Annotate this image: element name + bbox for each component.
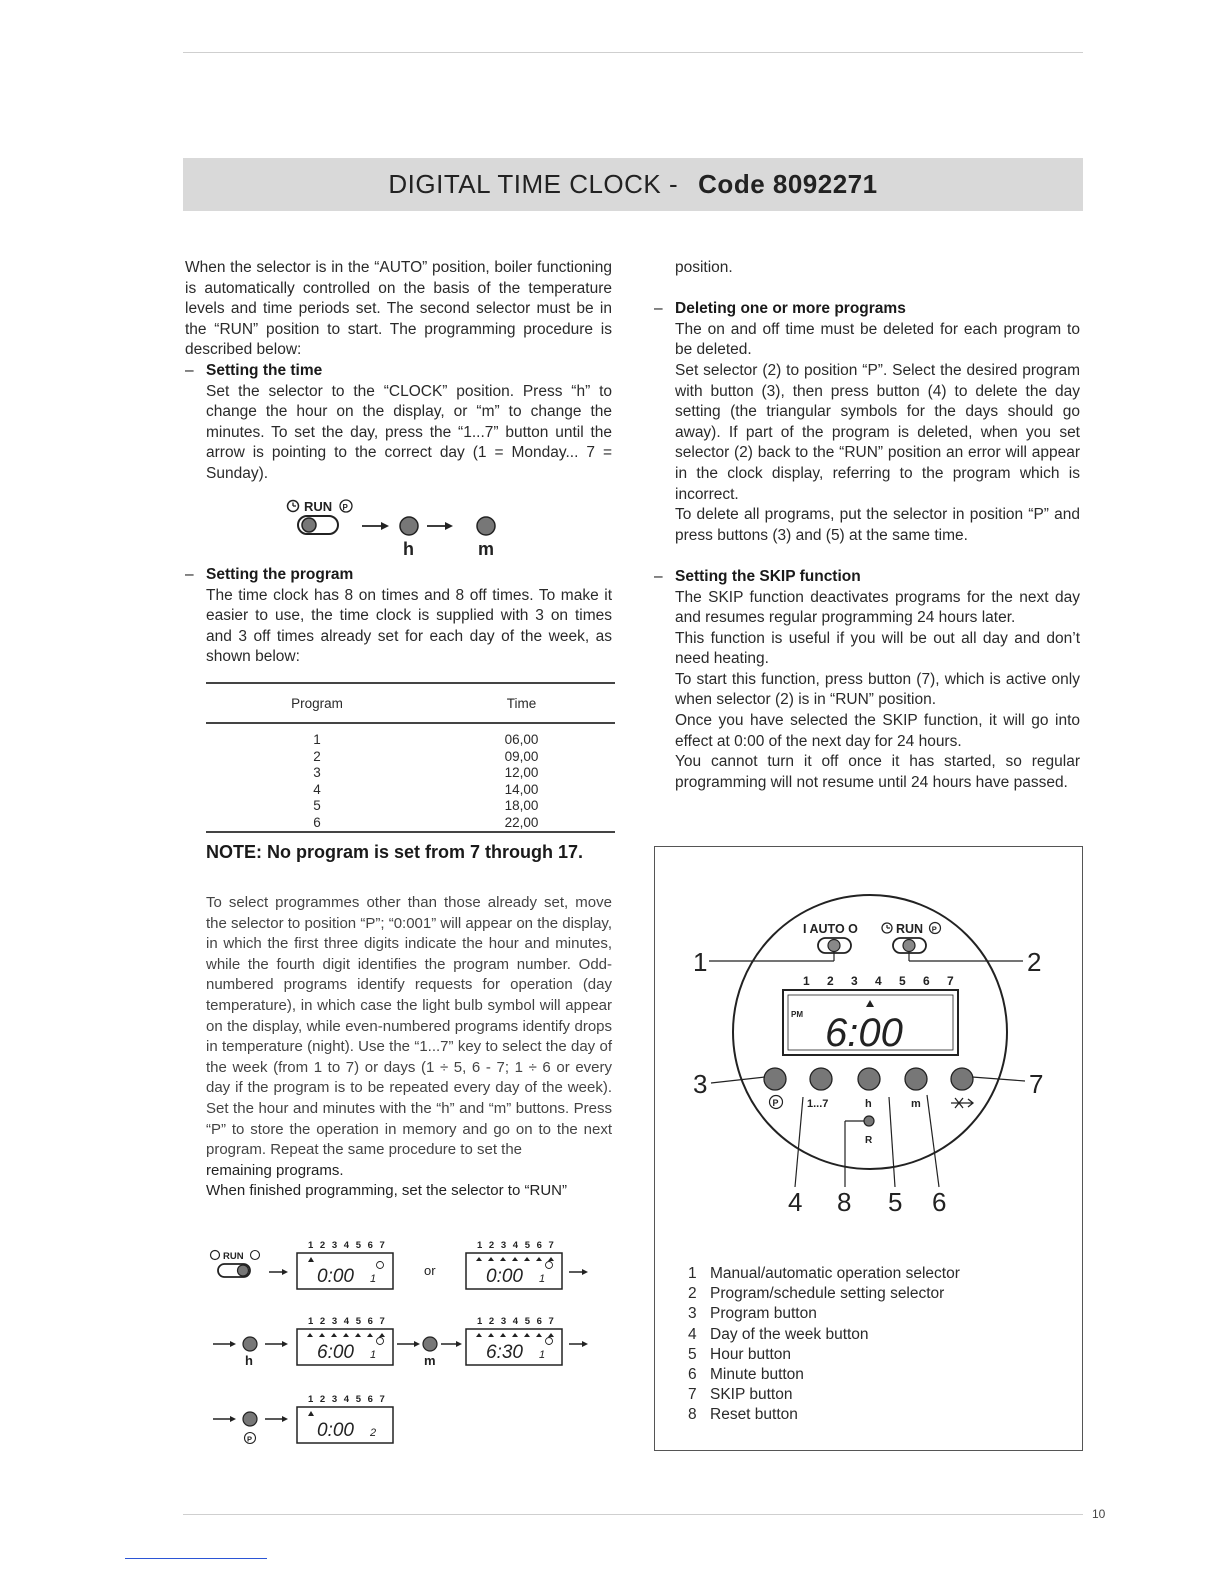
table-row: 4 14,00 [313, 781, 539, 797]
note-text: NOTE: No program is set from 7 through 17. [206, 842, 584, 862]
legend-item: 8 Reset button [688, 1406, 798, 1424]
svg-text:1: 1 [370, 1349, 377, 1361]
table-row: 6 22,00 [313, 814, 539, 830]
callout-2: 2 [1027, 947, 1042, 977]
page-title: DIGITAL TIME CLOCK - [388, 169, 679, 199]
skip-text-3: To start this function, press button (7), which is active only when selector (2) is in “RUN” position. [675, 670, 1080, 709]
title-band [183, 158, 1083, 211]
svg-text:1 2 3 4 5 6 7: 1 2 3 4 5 6 7 [308, 1394, 387, 1405]
svg-text:1: 1 [539, 1349, 546, 1361]
display-6-00: 6:00 [317, 1342, 354, 1363]
callout-4: 4 [788, 1187, 803, 1217]
left-column-program [185, 565, 612, 668]
svg-text:1 2 3 4 5 6 7: 1 2 3 4 5 6 7 [477, 1316, 556, 1327]
callout-5: 5 [888, 1187, 903, 1217]
programming-sequence-diagram [205, 1236, 595, 1448]
deleting-text-2: Set selector (2) to position “P”. Select the desired program with button (3), then press button (4) to delete the day setting (the triangular symbols for the days should go away). If part of the program is deleted, when you set selector (2) back to the “RUN” position an error will appear in the clock display, referring to the program which is incorrect. [675, 361, 1080, 503]
legend-item: 6 Minute button [688, 1366, 804, 1384]
days-button-label: 1...7 [807, 1098, 829, 1110]
program-table [206, 682, 615, 833]
r-button-label: R [865, 1135, 873, 1146]
time-setting-illustration [283, 496, 503, 560]
legend [688, 1264, 960, 1426]
h-button-label: h [865, 1098, 872, 1110]
or-label: or [424, 1263, 436, 1278]
legend-item: 7 SKIP button [688, 1386, 793, 1404]
setting-time-heading: – Setting the time [185, 361, 612, 382]
table-row: 5 18,00 [313, 798, 539, 813]
table-header [206, 684, 615, 724]
deleting-heading: – Deleting one or more programs [654, 299, 1080, 320]
pm-indicator: PM [791, 1010, 803, 1019]
select-programs-text: To select programmes other than those already set, move the selector to position “P”; “0:001” will appear on the display, in which the first three digits indicate the hour and minutes, while the fourth digit identifies the program number. Odd-numbered programs identify requests for operation (day temperature), in which case the light bulb symbol will appear on the display, while even-numbered programs identify drops in temperature (night). Use the “1...7” key to select the day of the week (from 1 to 7) or days (1 ÷ 5, 6 - 7; 1 ÷ 6 or every day if the program is to be repeated every day of the week). Set the hour and minutes with the “h” and “m” buttons. Press “P” to store the operation in memory and go on to the next program. Repeat the same procedure to set the [206, 894, 612, 1159]
display-0-00-all-days: 0:00 [486, 1266, 523, 1287]
m-label: m [478, 539, 495, 559]
skip-heading: – Setting the SKIP function [654, 567, 1080, 588]
m-button-label: m [911, 1098, 921, 1110]
left-column-select [206, 893, 612, 1202]
callout-3: 3 [693, 1069, 708, 1099]
setting-time-text: Set the selector to the “CLOCK” position. Press “h” to change the hour on the display, or “m” to change the minutes. To set the day, press the “1...7” button until the arrow is pointing to the correct day (1 = Monday... 7 = Sunday). [206, 382, 612, 482]
svg-text:P: P [931, 924, 937, 934]
reset-button[interactable] [864, 1116, 874, 1126]
legend-item: 5 Hour button [688, 1345, 791, 1363]
setting-program-heading: – Setting the program [185, 565, 612, 586]
svg-text:1: 1 [539, 1273, 546, 1285]
intro-paragraph: When the selector is in the “AUTO” position, boiler functioning is automatically controlled on the basis of the temperature levels and time periods set. The second selector must be in the “RUN” position to start. The programming procedure is described below: [185, 259, 612, 359]
callout-7: 7 [1029, 1069, 1044, 1099]
display-0-00-prog2: 0:00 [317, 1420, 354, 1441]
display-0-00: 0:00 [317, 1266, 354, 1287]
column-header-program: Program [291, 695, 343, 711]
day-of-week-button[interactable] [810, 1068, 832, 1090]
right-column [675, 258, 1080, 793]
callout-1: 1 [693, 947, 708, 977]
callout-8: 8 [837, 1187, 852, 1217]
legend-item: 4 Day of the week button [688, 1325, 869, 1343]
setting-program-text: The time clock has 8 on times and 8 off times. To make it easier to use, the time clock is supplied with 3 on times and 3 off times already set for each day of the week, as shown below: [206, 586, 612, 666]
skip-text-4: Once you have selected the SKIP function, it will go into effect at 0:00 of the next day for 24 hours. [675, 712, 1080, 750]
svg-text:1 2 3 4 5 6 7: 1 2 3 4 5 6 7 [477, 1240, 556, 1251]
auto-selector-label: I AUTO O [803, 922, 858, 936]
svg-text:1: 1 [370, 1273, 377, 1285]
svg-text:m: m [424, 1353, 436, 1368]
hour-button[interactable] [858, 1068, 880, 1090]
product-code: Code 8092271 [698, 169, 878, 199]
finished-text: When finished programming, set the selector to “RUN” [206, 1182, 567, 1200]
legend-item: 3 Program button [688, 1305, 817, 1323]
svg-text:1 2 3 4 5 6 7: 1 2 3 4 5 6 7 [308, 1316, 387, 1327]
deleting-text-3: To delete all programs, put the selector in position “P” and press buttons (3) and (5) at the same time. [675, 506, 1080, 544]
clock-display-time: 6:00 [825, 1011, 903, 1055]
top-rule [183, 52, 1083, 53]
table-row: 3 12,00 [313, 765, 539, 780]
deleting-text-1: The on and off time must be deleted for each program to be deleted. [675, 320, 1080, 359]
table-row: 1 06,00 [313, 732, 539, 747]
page-number: 10 [1092, 1507, 1106, 1521]
link-underline [125, 1558, 267, 1559]
minute-button[interactable] [905, 1068, 927, 1090]
run-selector-label: RUN [896, 922, 924, 936]
svg-text:P: P [247, 1434, 253, 1444]
day-numbers: 1 2 3 4 5 6 7 [803, 974, 961, 988]
bottom-rule [183, 1514, 1083, 1515]
h-label: h [403, 539, 414, 559]
svg-text:P: P [342, 503, 348, 512]
svg-text:1 2 3 4 5 6 7: 1 2 3 4 5 6 7 [308, 1240, 387, 1251]
svg-text:RUN: RUN [223, 1251, 244, 1262]
svg-text:h: h [245, 1353, 253, 1368]
legend-item: 1 Manual/automatic operation selector [688, 1265, 960, 1282]
remaining-text: remaining programs. [206, 1161, 344, 1179]
legend-item: 2 Program/schedule setting selector [688, 1285, 945, 1303]
position-text: position. [675, 259, 733, 276]
svg-text:2: 2 [370, 1427, 377, 1439]
skip-text-1: The SKIP function deactivates programs for the next day and resumes regular programming 24 hours later. [675, 588, 1080, 627]
display-6-30: 6:30 [486, 1342, 523, 1363]
program-button[interactable] [764, 1068, 786, 1090]
svg-text:P: P [772, 1098, 779, 1108]
skip-text-2: This function is useful if you will be out all day and don’t need heating. [675, 629, 1080, 668]
run-label: RUN [304, 499, 333, 514]
callout-6: 6 [932, 1187, 947, 1217]
column-header-time: Time [506, 695, 537, 711]
table-row: 2 09,00 [313, 748, 539, 764]
skip-button[interactable] [951, 1068, 973, 1090]
skip-text-5: You cannot turn it off once it has started, so regular programming will not resume until 24 hours have passed. [675, 753, 1080, 791]
left-column-upper [185, 258, 612, 485]
